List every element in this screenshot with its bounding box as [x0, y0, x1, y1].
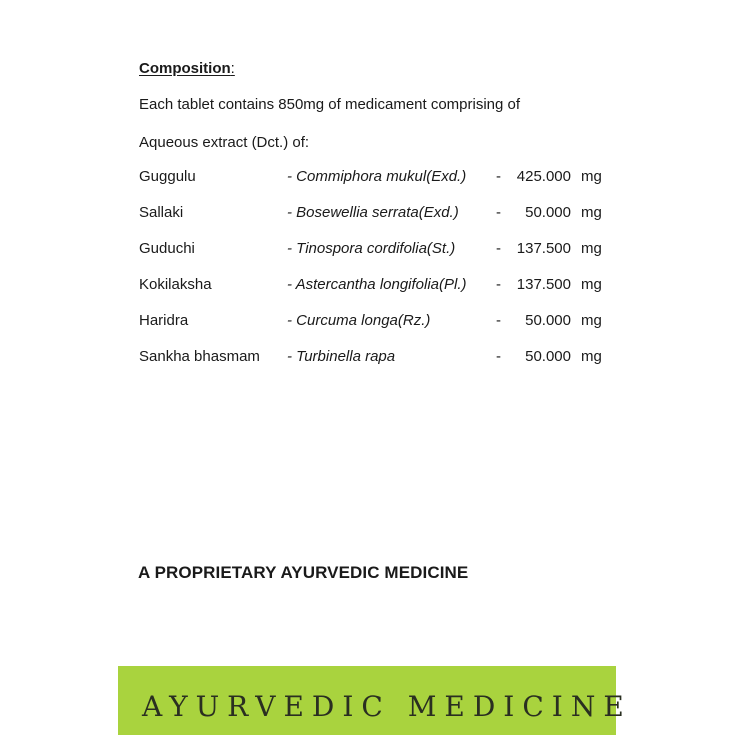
ingredient-quantity: 50.000 — [525, 204, 571, 221]
composition-intro-line: Each tablet contains 850mg of medicament comprising of — [139, 96, 521, 113]
ingredient-quantity: 137.500 — [516, 240, 571, 257]
ingredient-row — [139, 307, 614, 343]
composition-heading-text: Composition — [139, 60, 231, 77]
ingredient-name: Sankha bhasmam — [139, 348, 260, 365]
ingredient-latin-name: - Commiphora mukul(Exd.) — [287, 168, 467, 185]
ingredient-quantity: 425.000 — [516, 168, 571, 185]
ingredient-name: Sallaki — [139, 204, 184, 221]
ingredient-name: Guduchi — [139, 240, 195, 257]
ayurvedic-banner — [118, 666, 632, 735]
ingredient-row — [139, 271, 614, 307]
ingredient-unit: mg — [581, 312, 602, 329]
ingredient-dash: - — [496, 348, 501, 365]
ingredient-unit: mg — [581, 204, 602, 221]
ingredient-latin-name: - Tinospora cordifolia(St.) — [287, 240, 456, 257]
ingredient-row — [139, 163, 614, 199]
ingredient-quantity: 50.000 — [525, 312, 571, 329]
ingredient-unit: mg — [581, 276, 602, 293]
ingredient-quantity: 137.500 — [516, 276, 571, 293]
proprietary-tagline: A PROPRIETARY AYURVEDIC MEDICINE — [138, 563, 469, 582]
ingredient-row — [139, 199, 614, 235]
banner-text: AYURVEDIC MEDICINE — [142, 690, 632, 723]
ingredient-latin-name: - Astercantha longifolia(Pl.) — [287, 276, 467, 293]
ingredient-row — [139, 343, 614, 379]
composition-heading-colon: : — [230, 60, 235, 77]
ingredient-latin-name: - Turbinella rapa — [287, 348, 396, 365]
ingredient-dash: - — [496, 240, 501, 257]
ingredient-unit: mg — [581, 168, 602, 185]
ingredient-dash: - — [496, 204, 501, 221]
ingredient-dash: - — [496, 312, 501, 329]
ingredient-latin-name: - Bosewellia serrata(Exd.) — [287, 204, 459, 221]
composition-heading — [139, 60, 235, 77]
ingredient-unit: mg — [581, 240, 602, 257]
ingredient-unit: mg — [581, 348, 602, 365]
ingredient-row — [139, 235, 614, 271]
ingredient-latin-name: - Curcuma longa(Rz.) — [287, 312, 431, 329]
ingredient-name: Haridra — [139, 312, 189, 329]
ingredient-list — [139, 163, 614, 379]
ingredient-name: Guggulu — [139, 168, 196, 185]
ingredient-quantity: 50.000 — [525, 348, 571, 365]
ingredient-dash: - — [496, 276, 501, 293]
ingredient-dash: - — [496, 168, 501, 185]
extract-intro-line: Aqueous extract (Dct.) of: — [139, 134, 310, 151]
ingredient-name: Kokilaksha — [139, 276, 212, 293]
